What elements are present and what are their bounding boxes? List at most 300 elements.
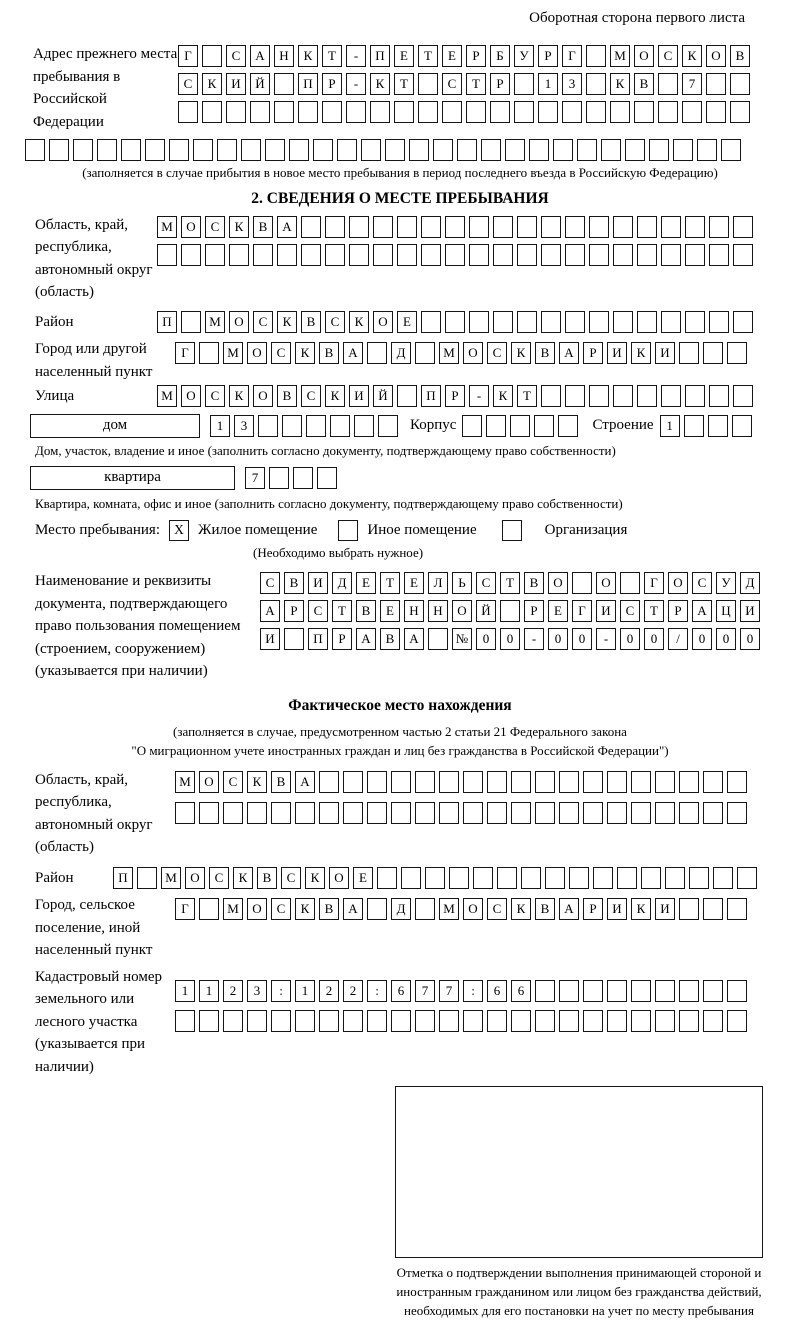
- form-cell: [439, 771, 459, 793]
- form-cell: В: [253, 216, 273, 238]
- form-cell: 6: [487, 980, 507, 1002]
- form-cell: П: [370, 45, 390, 67]
- form-cell: [553, 139, 573, 161]
- form-cell: [565, 216, 585, 238]
- form-cell: И: [260, 628, 280, 650]
- form-cell: А: [692, 600, 712, 622]
- form-cell: М: [439, 342, 459, 364]
- form-cell: О: [185, 867, 205, 889]
- form-cell: [274, 101, 294, 123]
- form-cell: Р: [445, 385, 465, 407]
- form-cell: 6: [391, 980, 411, 1002]
- form-cell: Н: [428, 600, 448, 622]
- form-cell: [682, 101, 702, 123]
- form-cell: [241, 139, 261, 161]
- form-cell: -: [469, 385, 489, 407]
- form-cell: В: [301, 311, 321, 333]
- form-cell: [679, 342, 699, 364]
- form-cell: [562, 101, 582, 123]
- form-cell: Ь: [452, 572, 472, 594]
- prev-address-row-1: [178, 45, 750, 67]
- region-row-2: [157, 244, 753, 266]
- actual-location-title: Фактическое место нахождения: [288, 696, 512, 714]
- form-cell: [541, 311, 561, 333]
- form-cell: К: [511, 898, 531, 920]
- form-cell: А: [250, 45, 270, 67]
- form-cell: К: [682, 45, 702, 67]
- form-cell: [250, 101, 270, 123]
- form-cell: 3: [234, 415, 254, 437]
- form-cell: Т: [466, 73, 486, 95]
- form-cell: С: [271, 898, 291, 920]
- form-cell: М: [223, 898, 243, 920]
- city-block: [35, 338, 800, 383]
- form-cell: С: [476, 572, 496, 594]
- form-cell: К: [229, 385, 249, 407]
- form-cell: Р: [490, 73, 510, 95]
- form-cell: [613, 244, 633, 266]
- form-cell: [586, 101, 606, 123]
- form-cell: Т: [322, 45, 342, 67]
- form-cell: [346, 101, 366, 123]
- form-cell: [377, 867, 397, 889]
- apartment-row: [30, 466, 800, 490]
- form-cell: [679, 771, 699, 793]
- form-cell: [730, 101, 750, 123]
- form-cell: [397, 385, 417, 407]
- form-cell: Р: [332, 628, 352, 650]
- form-cell: [391, 802, 411, 824]
- form-cell: [727, 802, 747, 824]
- form-cell: Е: [397, 311, 417, 333]
- form-cell: [253, 244, 273, 266]
- form-cell: [706, 73, 726, 95]
- document-block: [35, 570, 800, 683]
- form-cell: О: [452, 600, 472, 622]
- form-cell: -: [524, 628, 544, 650]
- form-cell: А: [559, 898, 579, 920]
- form-cell: Т: [418, 45, 438, 67]
- form-cell: Р: [583, 898, 603, 920]
- form-cell: [428, 628, 448, 650]
- form-cell: Р: [524, 600, 544, 622]
- actual-region-row-2: [175, 802, 747, 824]
- form-cell: О: [668, 572, 688, 594]
- form-cell: [354, 415, 374, 437]
- form-cell: Д: [391, 898, 411, 920]
- actual-city-row: [175, 898, 747, 962]
- form-cell: [535, 802, 555, 824]
- form-cell: С: [209, 867, 229, 889]
- form-cell: О: [634, 45, 654, 67]
- form-cell: 1: [199, 980, 219, 1002]
- form-cell: [679, 1010, 699, 1032]
- form-cell: В: [257, 867, 277, 889]
- form-cell: [631, 771, 651, 793]
- form-cell: 7: [245, 467, 265, 489]
- form-cell: [658, 73, 678, 95]
- form-cell: 7: [682, 73, 702, 95]
- form-cell: В: [319, 342, 339, 364]
- form-cell: [157, 244, 177, 266]
- form-cell: [317, 467, 337, 489]
- form-cell: [181, 311, 201, 333]
- form-cell: К: [298, 45, 318, 67]
- checkbox-residential: X: [169, 520, 189, 541]
- form-cell: [637, 244, 657, 266]
- region-label: Область, край, республика, автономный округ (область): [35, 216, 153, 301]
- actual-region-block: [35, 769, 800, 859]
- form-cell: [535, 1010, 555, 1032]
- form-cell: [373, 244, 393, 266]
- cadastral-row-2: [175, 1010, 747, 1032]
- form-cell: [349, 216, 369, 238]
- checkbox-other-premises: [338, 520, 358, 541]
- form-cell: С: [226, 45, 246, 67]
- form-cell: [733, 244, 753, 266]
- form-cell: 0: [740, 628, 760, 650]
- form-cell: У: [716, 572, 736, 594]
- form-cell: [727, 342, 747, 364]
- stay-type-option-residential: Жилое помещение: [198, 521, 318, 538]
- form-cell: :: [271, 980, 291, 1002]
- form-cell: [558, 415, 578, 437]
- form-cell: С: [260, 572, 280, 594]
- korpus-cells: [462, 415, 578, 437]
- actual-district-label: Район: [35, 869, 74, 886]
- form-cell: Р: [668, 600, 688, 622]
- form-cell: [421, 311, 441, 333]
- form-cell: [703, 802, 723, 824]
- form-cell: [703, 1010, 723, 1032]
- stay-type-option-other: Иное помещение: [367, 521, 477, 538]
- form-cell: 3: [247, 980, 267, 1002]
- form-cell: С: [271, 342, 291, 364]
- form-cell: [349, 244, 369, 266]
- form-cell: Т: [517, 385, 537, 407]
- actual-location-note-2: "О миграционном учете иностранных граждан и лиц без гражданства в Российской Федерации"): [131, 742, 669, 758]
- form-cell: [655, 771, 675, 793]
- stamp-box-caption: Отметка о подтверждении выполнения принимающей стороной и иностранным гражданином или лицом без гражданства действий, необходимых для его постановки на учет по месту пребывания: [396, 1265, 762, 1318]
- prev-address-block: [33, 43, 800, 133]
- form-cell: [593, 867, 613, 889]
- form-cell: [394, 101, 414, 123]
- form-cell: [709, 216, 729, 238]
- form-cell: [511, 1010, 531, 1032]
- form-cell: [534, 415, 554, 437]
- form-cell: В: [535, 342, 555, 364]
- form-cell: -: [596, 628, 616, 650]
- form-cell: [631, 980, 651, 1002]
- form-cell: Г: [175, 342, 195, 364]
- form-cell: И: [226, 73, 246, 95]
- form-cell: 0: [500, 628, 520, 650]
- form-cell: Й: [373, 385, 393, 407]
- form-cell: У: [514, 45, 534, 67]
- form-cell: [727, 771, 747, 793]
- form-cell: [708, 415, 728, 437]
- form-cell: [439, 1010, 459, 1032]
- form-cell: М: [439, 898, 459, 920]
- checkbox-organization: [502, 520, 522, 541]
- form-cell: [121, 139, 141, 161]
- form-cell: [637, 311, 657, 333]
- form-cell: 0: [572, 628, 592, 650]
- form-cell: [607, 802, 627, 824]
- street-row: [157, 385, 753, 408]
- form-cell: Н: [274, 45, 294, 67]
- form-cell: О: [247, 342, 267, 364]
- form-cell: Б: [490, 45, 510, 67]
- form-cell: К: [511, 342, 531, 364]
- form-cell: [589, 244, 609, 266]
- stroenie-label: Строение: [592, 417, 654, 434]
- form-cell: [565, 244, 585, 266]
- form-cell: [583, 771, 603, 793]
- form-cell: [569, 867, 589, 889]
- form-cell: [193, 139, 213, 161]
- form-cell: [649, 139, 669, 161]
- stay-type-option-organization: Организация: [544, 521, 628, 538]
- form-cell: [175, 1010, 195, 1032]
- form-cell: С: [178, 73, 198, 95]
- form-cell: [449, 867, 469, 889]
- form-cell: [433, 139, 453, 161]
- form-cell: В: [380, 628, 400, 650]
- form-cell: [217, 139, 237, 161]
- form-cell: [601, 139, 621, 161]
- form-cell: [679, 802, 699, 824]
- form-cell: М: [157, 385, 177, 407]
- form-cell: [685, 216, 705, 238]
- form-cell: [445, 311, 465, 333]
- form-cell: [313, 139, 333, 161]
- actual-location-note-1: (заполняется в случае, предусмотренном частью 2 статьи 21 Федерального закона: [173, 723, 627, 739]
- form-cell: С: [620, 600, 640, 622]
- document-row-1: [260, 572, 760, 594]
- form-cell: О: [373, 311, 393, 333]
- form-cell: [247, 802, 267, 824]
- form-cell: [493, 244, 513, 266]
- form-cell: [631, 1010, 651, 1032]
- form-cell: [229, 244, 249, 266]
- form-cell: [397, 216, 417, 238]
- apartment-number-cells: [245, 467, 337, 489]
- form-cell: [457, 139, 477, 161]
- form-cell: [655, 1010, 675, 1032]
- form-cell: [282, 415, 302, 437]
- form-cell: С: [308, 600, 328, 622]
- form-cell: М: [205, 311, 225, 333]
- form-cell: [258, 415, 278, 437]
- form-cell: В: [277, 385, 297, 407]
- form-cell: [661, 385, 681, 407]
- form-cell: [469, 244, 489, 266]
- stroenie-cells: [660, 415, 752, 437]
- form-cell: [625, 139, 645, 161]
- form-cell: [685, 244, 705, 266]
- form-cell: [607, 771, 627, 793]
- prev-address-row-4: [25, 139, 800, 161]
- form-cell: [679, 980, 699, 1002]
- section2-title: 2. СВЕДЕНИЯ О МЕСТЕ ПРЕБЫВАНИЯ: [251, 189, 549, 207]
- form-cell: А: [295, 771, 315, 793]
- form-cell: [510, 415, 530, 437]
- form-cell: Е: [404, 572, 424, 594]
- actual-city-block: [35, 894, 800, 962]
- actual-region-label: Область, край, республика, автономный округ (область): [35, 771, 153, 856]
- form-cell: [199, 342, 219, 364]
- form-cell: 0: [620, 628, 640, 650]
- city-label: Город или другой населенный пункт: [35, 341, 153, 380]
- form-cell: Т: [380, 572, 400, 594]
- prev-address-row-3: [178, 101, 750, 123]
- form-cell: Г: [178, 45, 198, 67]
- form-cell: О: [463, 898, 483, 920]
- form-cell: [202, 101, 222, 123]
- form-cell: [706, 101, 726, 123]
- form-cell: [703, 771, 723, 793]
- form-cell: [442, 101, 462, 123]
- form-cell: [343, 802, 363, 824]
- form-cell: [178, 101, 198, 123]
- form-cell: [367, 1010, 387, 1032]
- form-cell: [709, 311, 729, 333]
- form-cell: [613, 385, 633, 407]
- form-cell: [511, 771, 531, 793]
- form-cell: С: [253, 311, 273, 333]
- form-cell: Р: [538, 45, 558, 67]
- form-cell: [265, 139, 285, 161]
- cadastral-row-1: [175, 980, 747, 1002]
- document-label: Наименование и реквизиты документа, подтверждающего право пользования помещением (строением, сооружением) (указывается при наличии): [35, 573, 241, 680]
- form-cell: А: [356, 628, 376, 650]
- form-cell: [181, 244, 201, 266]
- form-cell: [607, 1010, 627, 1032]
- form-cell: [289, 139, 309, 161]
- form-cell: 2: [319, 980, 339, 1002]
- form-cell: [401, 867, 421, 889]
- form-cell: [367, 771, 387, 793]
- form-cell: /: [668, 628, 688, 650]
- form-cell: 1: [210, 415, 230, 437]
- form-cell: К: [233, 867, 253, 889]
- form-cell: :: [463, 980, 483, 1002]
- house-type-box: дом: [30, 414, 200, 438]
- form-cell: К: [493, 385, 513, 407]
- form-cell: [733, 311, 753, 333]
- form-cell: [463, 1010, 483, 1032]
- form-cell: [586, 45, 606, 67]
- form-cell: Й: [476, 600, 496, 622]
- form-cell: [97, 139, 117, 161]
- form-cell: [439, 802, 459, 824]
- form-cell: [607, 980, 627, 1002]
- form-cell: Г: [175, 898, 195, 920]
- form-cell: К: [229, 216, 249, 238]
- form-cell: [493, 311, 513, 333]
- form-cell: 7: [415, 980, 435, 1002]
- district-row: [157, 311, 753, 334]
- form-cell: [655, 980, 675, 1002]
- prev-address-caption: (заполняется в случае прибытия в новое место пребывания в период последнего въезда в Российскую Федерацию): [82, 165, 718, 180]
- form-cell: [49, 139, 69, 161]
- korpus-label: Корпус: [410, 417, 457, 434]
- form-cell: К: [370, 73, 390, 95]
- form-cell: [637, 216, 657, 238]
- form-cell: 2: [343, 980, 363, 1002]
- form-cell: 1: [295, 980, 315, 1002]
- stay-type-label: Место пребывания:: [35, 521, 160, 538]
- form-cell: К: [295, 898, 315, 920]
- form-cell: [589, 216, 609, 238]
- form-cell: С: [658, 45, 678, 67]
- form-cell: С: [205, 216, 225, 238]
- form-cell: [655, 802, 675, 824]
- form-cell: [703, 342, 723, 364]
- form-cell: [697, 139, 717, 161]
- form-cell: [727, 980, 747, 1002]
- form-cell: С: [487, 898, 507, 920]
- form-cell: [295, 1010, 315, 1032]
- form-cell: О: [181, 385, 201, 407]
- form-cell: Т: [332, 600, 352, 622]
- form-cell: С: [281, 867, 301, 889]
- form-cell: [25, 139, 45, 161]
- form-cell: С: [692, 572, 712, 594]
- form-cell: В: [730, 45, 750, 67]
- form-cell: [500, 600, 520, 622]
- form-cell: [641, 867, 661, 889]
- form-cell: [727, 1010, 747, 1032]
- form-cell: [721, 139, 741, 161]
- form-cell: А: [404, 628, 424, 650]
- form-cell: К: [631, 898, 651, 920]
- form-cell: Е: [380, 600, 400, 622]
- actual-district-block: [35, 867, 800, 890]
- form-cell: [145, 139, 165, 161]
- form-cell: [473, 867, 493, 889]
- form-cell: [559, 802, 579, 824]
- form-cell: [689, 867, 709, 889]
- form-cell: Р: [583, 342, 603, 364]
- form-cell: [284, 628, 304, 650]
- form-cell: [415, 898, 435, 920]
- form-cell: И: [308, 572, 328, 594]
- form-cell: 0: [692, 628, 712, 650]
- form-cell: [306, 415, 326, 437]
- form-cell: [703, 980, 723, 1002]
- form-cell: [330, 415, 350, 437]
- form-cell: [529, 139, 549, 161]
- form-cell: [367, 898, 387, 920]
- actual-city-label: Город, сельское поселение, иной населенный пункт: [35, 897, 153, 959]
- form-cell: [293, 467, 313, 489]
- form-cell: [684, 415, 704, 437]
- form-cell: П: [308, 628, 328, 650]
- form-cell: [505, 139, 525, 161]
- form-cell: Г: [562, 45, 582, 67]
- form-cell: [541, 244, 561, 266]
- form-cell: Р: [284, 600, 304, 622]
- form-cell: [295, 802, 315, 824]
- house-number-cells: [210, 415, 398, 437]
- form-cell: [487, 802, 507, 824]
- form-cell: [247, 1010, 267, 1032]
- form-cell: М: [157, 216, 177, 238]
- form-cell: К: [631, 342, 651, 364]
- form-cell: [418, 101, 438, 123]
